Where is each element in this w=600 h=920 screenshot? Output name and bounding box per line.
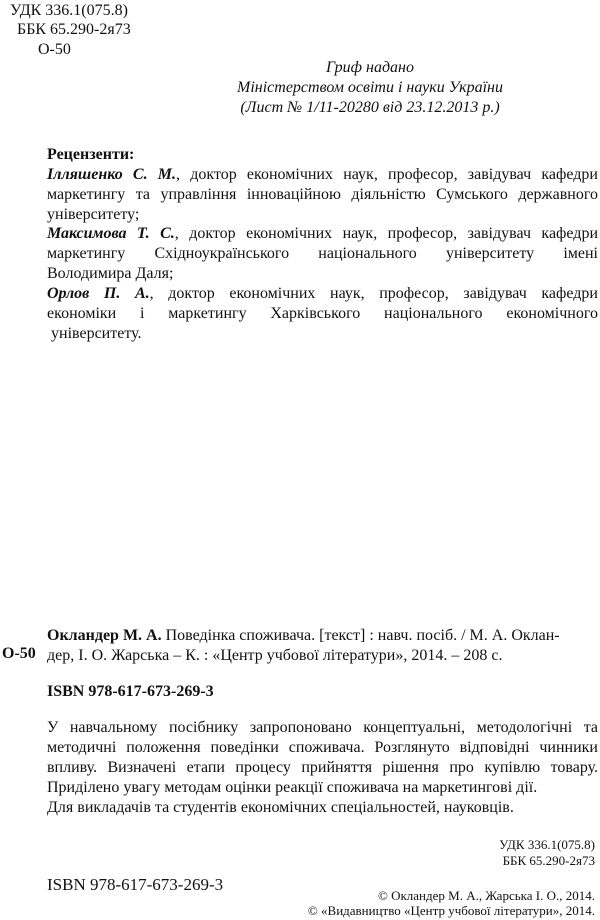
abstract-line: Приділено увагу методам оцінки реакції споживача на маркетингові дії. bbox=[47, 779, 538, 796]
reviewer-line: економіки і маркетингу Харківського національного економічного bbox=[47, 305, 598, 322]
catalog-title: Поведінка споживача. [текст] : навч. посіб. / М. А. Оклан- bbox=[161, 627, 560, 644]
copyright-publisher: © «Видавництво «Центр учбової літератури», 2014. bbox=[307, 903, 595, 918]
reviewers-heading: Рецензенти: bbox=[47, 146, 135, 163]
audience-line: Для викладачів та студентів економічних спеціальностей, науковців. bbox=[47, 799, 514, 816]
abstract-line: методичні положення поведінки споживача. Розглянуто відповідні чинники bbox=[47, 739, 598, 756]
footer-udk: УДК 336.1(075.8) bbox=[499, 837, 595, 852]
footer-bbk: ББК 65.290-2я73 bbox=[502, 853, 595, 868]
approval-ministry: Міністерством освіти і науки України bbox=[237, 79, 503, 96]
copyright-authors: © Окландер М. А., Жарська І. О., 2014. bbox=[377, 888, 595, 903]
bbk-code: ББК 65.290-2я73 bbox=[17, 21, 131, 38]
approval-letter: (Лист № 1/11-20280 від 23.12.2013 р.) bbox=[240, 99, 500, 116]
reviewer-text: , доктор економічних наук, професор, завідувач кафедри bbox=[149, 285, 598, 302]
reviewer-line: маркетингу та управління інноваційною діяльністю Сумського державного bbox=[47, 186, 598, 203]
reviewer-line bbox=[47, 284, 598, 304]
reviewer-name: Максимова Т. С. bbox=[47, 225, 175, 242]
reviewer-line: Володимира Даля; bbox=[47, 265, 174, 282]
reviewer-name: Орлов П. А. bbox=[47, 285, 150, 302]
catalog-line bbox=[47, 626, 560, 646]
footer-isbn: ISBN 978-617-673-269-3 bbox=[47, 875, 224, 894]
catalog-line: дер, І. О. Жарська – К. : «Центр учбової літератури», 2014. – 208 с. bbox=[47, 647, 503, 664]
reviewer-text: , доктор економічних наук, професор, завідувач кафедри bbox=[176, 166, 598, 183]
reviewer-name: Ілляшенко С. М. bbox=[47, 166, 177, 183]
author-mark: О-50 bbox=[38, 41, 71, 58]
approval-title: Гриф надано bbox=[326, 59, 414, 76]
reviewer-line: маркетингу Східноукраїнського національного університету імені bbox=[47, 245, 598, 262]
udk-code: УДК 336.1(075.8) bbox=[10, 2, 128, 19]
reviewer-line bbox=[47, 165, 598, 185]
catalog-code: О-50 bbox=[2, 645, 36, 662]
abstract-line: впливу. Визначені етапи процесу прийняття рішення про купівлю товару. bbox=[47, 759, 598, 776]
reviewer-text: , доктор економічних наук, професор, завідувач кафедри bbox=[174, 225, 598, 242]
reviewer-line bbox=[47, 224, 598, 244]
catalog-author: Окландер М. А. bbox=[47, 627, 162, 644]
reviewer-line: університету; bbox=[47, 206, 140, 223]
abstract-line: У навчальному посібнику запропоновано концептуальні, методологічні та bbox=[47, 719, 598, 736]
catalog-isbn: ISBN 978-617-673-269-3 bbox=[47, 683, 214, 700]
reviewer-line: університету. bbox=[47, 325, 142, 342]
